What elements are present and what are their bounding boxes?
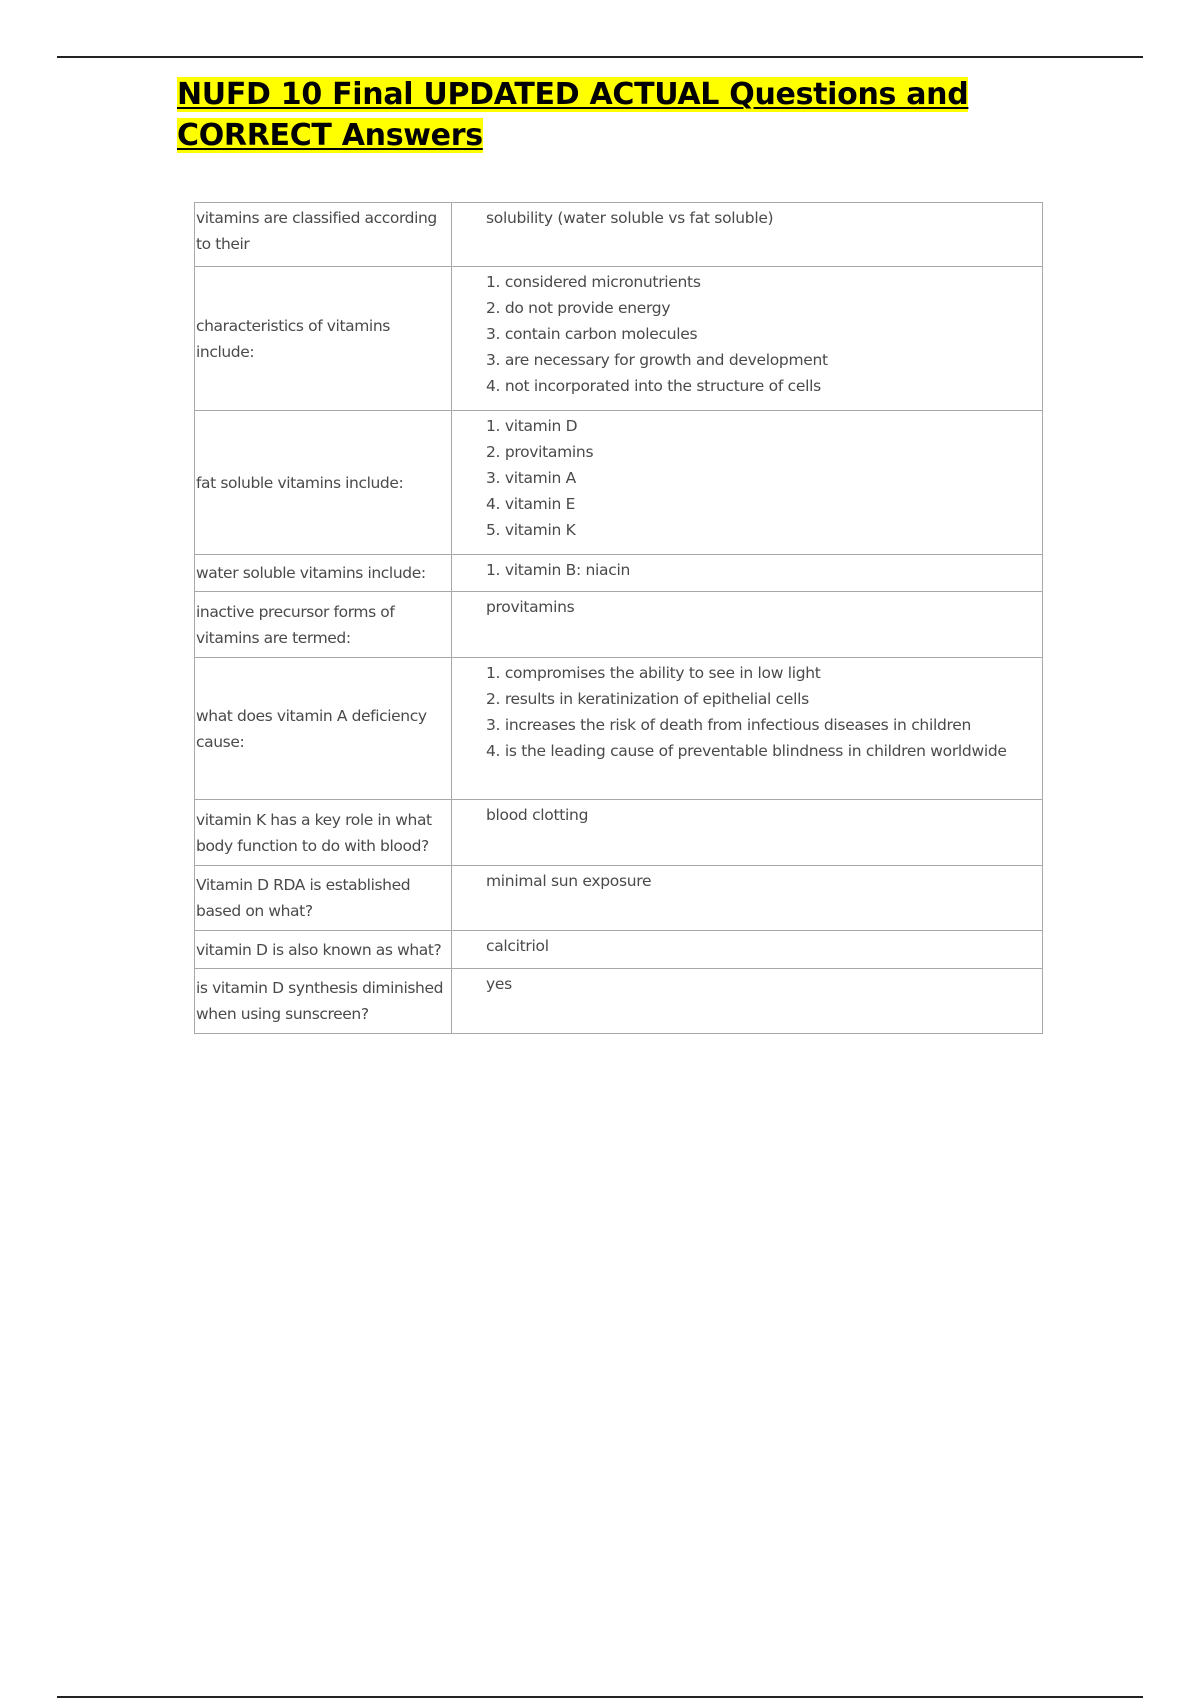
answer-line: 3. vitamin A <box>486 469 576 487</box>
answer-cell <box>452 658 1043 800</box>
question-cell: is vitamin D synthesis diminished when using sunscreen? <box>195 969 452 1034</box>
document-title: NUFD 10 Final UPDATED ACTUAL Questions and CORRECT Answers <box>177 77 969 153</box>
answer-cell <box>452 800 1043 866</box>
table-row <box>195 658 1043 800</box>
question-cell: characteristics of vitamins include: <box>195 267 452 411</box>
qa-table <box>194 202 1043 1034</box>
table-row <box>195 203 1043 267</box>
answer-line: 4. is the leading cause of preventable blindness in children worldwide <box>486 742 1007 760</box>
answer-line: minimal sun exposure <box>486 872 652 890</box>
question-cell: what does vitamin A deficiency cause: <box>195 658 452 800</box>
table-row <box>195 931 1043 969</box>
question-cell: vitamin K has a key role in what body function to do with blood? <box>195 800 452 866</box>
header-rule <box>57 56 1143 58</box>
table-row <box>195 555 1043 592</box>
question-cell: inactive precursor forms of vitamins are termed: <box>195 592 452 658</box>
answer-cell <box>452 592 1043 658</box>
question-cell: water soluble vitamins include: <box>195 555 452 592</box>
table-row <box>195 411 1043 555</box>
answer-line: 1. vitamin B: niacin <box>486 561 630 579</box>
answer-line: 3. increases the risk of death from infectious diseases in children <box>486 716 971 734</box>
answer-line: 4. vitamin E <box>486 495 576 513</box>
answer-line: calcitriol <box>486 937 549 955</box>
answer-line: 4. not incorporated into the structure of cells <box>486 377 821 395</box>
answer-line: 2. provitamins <box>486 443 594 461</box>
question-cell: vitamin D is also known as what? <box>195 931 452 969</box>
answer-line: blood clotting <box>486 806 589 824</box>
answer-line: 1. vitamin D <box>486 417 578 435</box>
answer-cell <box>452 555 1043 592</box>
answer-line: provitamins <box>486 598 575 616</box>
answer-cell <box>452 267 1043 411</box>
question-cell: fat soluble vitamins include: <box>195 411 452 555</box>
table-row <box>195 800 1043 866</box>
answer-line: yes <box>486 975 512 993</box>
answer-cell <box>452 931 1043 969</box>
answer-cell <box>452 411 1043 555</box>
footer-rule <box>57 1696 1143 1698</box>
table-row <box>195 969 1043 1034</box>
table-row <box>195 267 1043 411</box>
table-row <box>195 866 1043 931</box>
answer-line: 2. results in keratinization of epithelial cells <box>486 690 809 708</box>
question-cell: vitamins are classified according to their <box>195 203 452 267</box>
table-row <box>195 592 1043 658</box>
answer-line: 2. do not provide energy <box>486 299 671 317</box>
answer-line: 1. compromises the ability to see in low light <box>486 664 821 682</box>
answer-line: 3. contain carbon molecules <box>486 325 698 343</box>
answer-line: solubility (water soluble vs fat soluble) <box>486 209 774 227</box>
answer-line: 1. considered micronutrients <box>486 273 701 291</box>
question-cell: Vitamin D RDA is established based on what? <box>195 866 452 931</box>
answer-cell <box>452 203 1043 267</box>
answer-cell <box>452 969 1043 1034</box>
answer-line: 3. are necessary for growth and development <box>486 351 828 369</box>
answer-cell <box>452 866 1043 931</box>
answer-line: 5. vitamin K <box>486 521 576 539</box>
